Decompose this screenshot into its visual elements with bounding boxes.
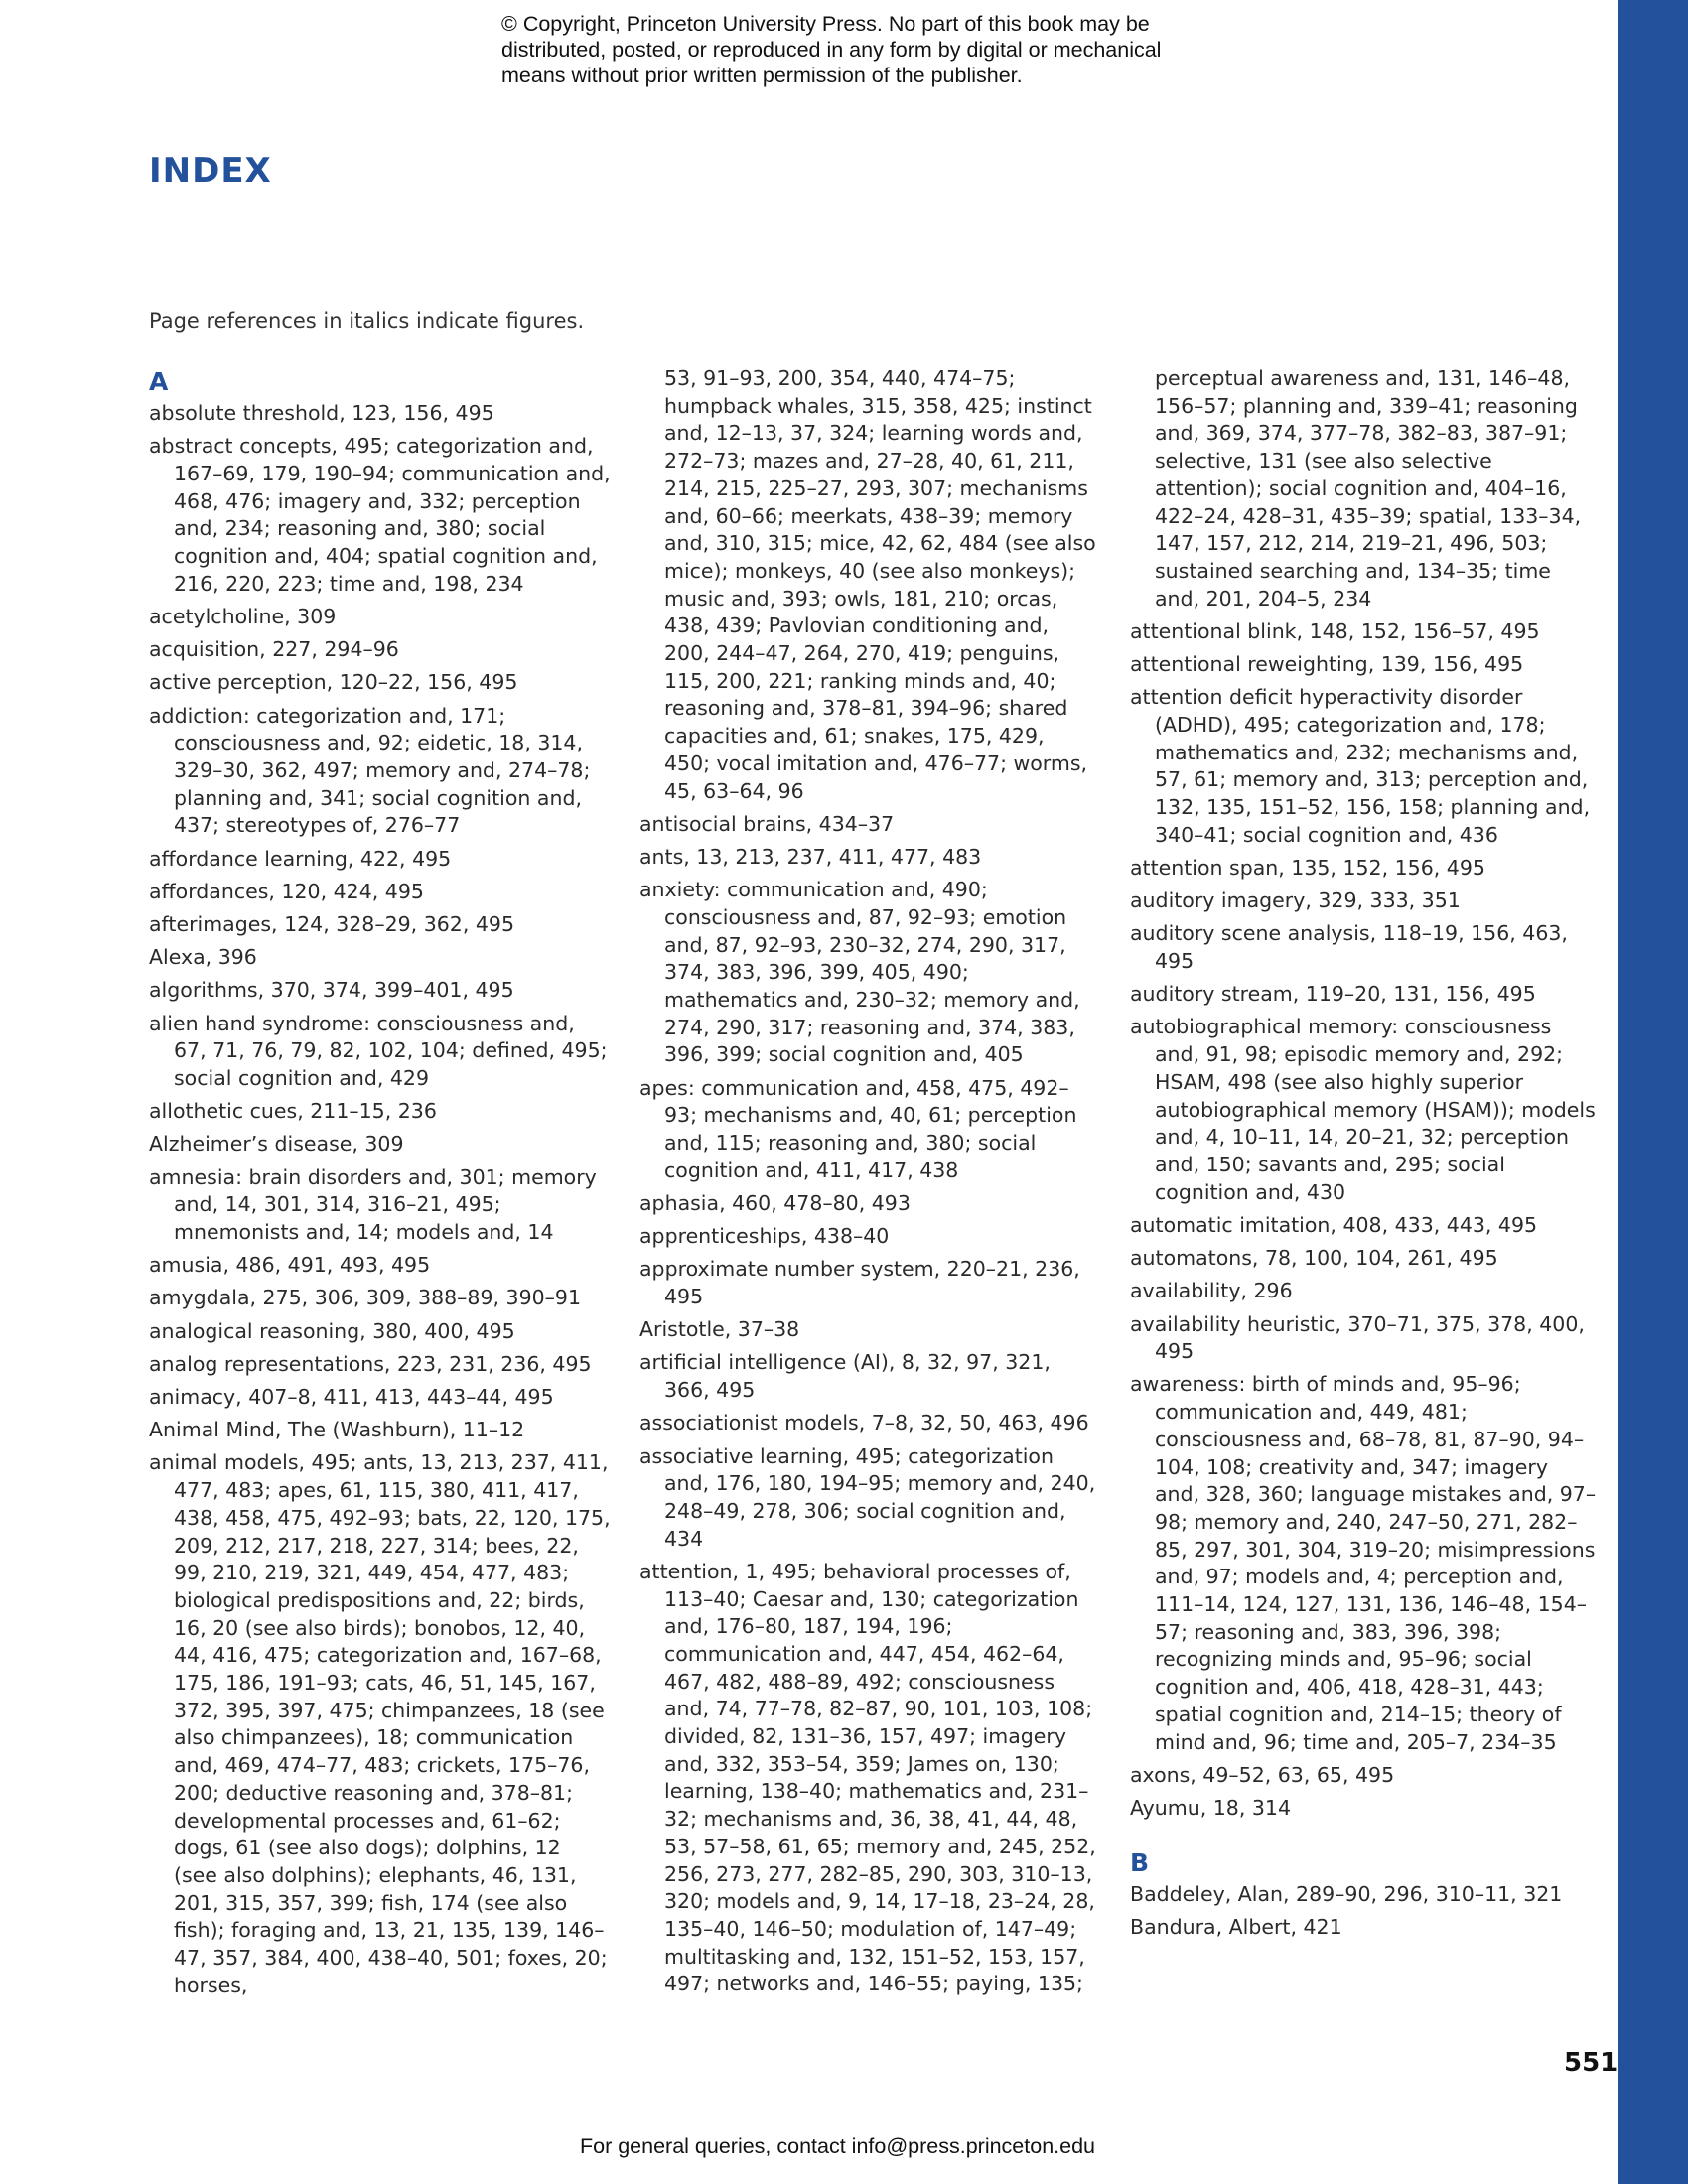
index-entry: abstract concepts, 495; categorization and, 167–69, 179, 190–94; communication and, 468, 476; imagery and, 332; perception and, 234; reasoning and, 380; social cognition and, 404; spatial cognition and, 216, 220, 223; time and, 198, 234 [149, 434, 611, 596]
index-entry: acetylcholine, 309 [149, 604, 337, 628]
index-entry-continuation: 53, 91–93, 200, 354, 440, 474–75; humpback whales, 315, 358, 425; instinct and, 12–13, 37, 324; learning words and, 272–73; mazes and, 27–28, 40, 61, 211, 214, 215, 225–27, 293, 307; mechanisms and, 60–66; meerkats, 438–39; memory and, 310, 315; mice, 42, 62, 484 (see also mice); monkeys, 40 (see also monkeys); music and, 393; owls, 181, 210; orcas, 438, 439; Pavlovian conditioning and, 200, 244–47, 264, 270, 419; penguins, 115, 200, 221; ranking minds and, 40; reasoning and, 378–81, 394–96; shared capacities and, 61; snakes, 175, 429, 450; vocal imitation and, 476–77; worms, 45, 63–64, 96 [664, 366, 1096, 803]
index-entry: alien hand syndrome: consciousness and, 67, 71, 76, 79, 82, 102, 104; defined, 495; social cognition and, 429 [149, 1011, 608, 1090]
index-entry: Aristotle, 37–38 [639, 1317, 800, 1342]
index-column-1 [149, 365, 611, 2005]
page-number: 551 [1564, 2048, 1618, 2078]
page-title: INDEX [149, 151, 272, 191]
index-entry: awareness: birth of minds and, 95–96; communication and, 449, 481; consciousness and, 68–78, 81, 87–90, 94–104, 108; creativity and, 347; imagery and, 328, 360; language mistakes and, 97–98; memory and, 240, 247–50, 271, 282–85, 297, 301, 304, 319–20; misimpressions and, 97; models and, 4; perception and, 111–14, 124, 127, 131, 136, 146–48, 154–57; reasoning and, 383, 396, 398; recognizing minds and, 95–96; social cognition and, 406, 418, 428–31, 443; spatial cognition and, 214–15; theory of mind and, 96; time and, 205–7, 234–35 [1130, 1372, 1597, 1754]
index-entry: affordance learning, 422, 495 [149, 846, 452, 871]
index-entry: auditory stream, 119–20, 131, 156, 495 [1130, 982, 1536, 1007]
index-entry: artificial intelligence (AI), 8, 32, 97, 321, 366, 495 [639, 1350, 1051, 1403]
copyright-notice [501, 11, 1256, 88]
index-entry: attentional reweighting, 139, 156, 495 [1130, 652, 1524, 677]
index-entry: apprenticeships, 438–40 [639, 1224, 890, 1249]
index-entry: automatic imitation, 408, 433, 443, 495 [1130, 1212, 1538, 1237]
index-entry: apes: communication and, 458, 475, 492–93; mechanisms and, 40, 61; perception and, 115; reasoning and, 380; social cognition and, 411, 417, 438 [639, 1075, 1077, 1182]
index-entry: attention span, 135, 152, 156, 495 [1130, 855, 1485, 880]
index-entry: antisocial brains, 434–37 [639, 811, 895, 836]
index-entry: auditory scene analysis, 118–19, 156, 463, 495 [1130, 921, 1568, 974]
index-entry: afterimages, 124, 328–29, 362, 495 [149, 911, 515, 936]
index-entry: absolute threshold, 123, 156, 495 [149, 401, 494, 425]
index-entry: Bandura, Albert, 421 [1130, 1914, 1342, 1939]
index-entry: availability heuristic, 370–71, 375, 378, 400, 495 [1130, 1311, 1585, 1364]
index-entry: allothetic cues, 211–15, 236 [149, 1099, 437, 1124]
index-entry: analogical reasoning, 380, 400, 495 [149, 1318, 515, 1343]
index-entry: Alzheimer’s disease, 309 [149, 1132, 404, 1157]
index-entry: affordances, 120, 424, 495 [149, 879, 424, 903]
index-entry: automatons, 78, 100, 104, 261, 495 [1130, 1246, 1498, 1271]
index-entry: axons, 49–52, 63, 65, 495 [1130, 1762, 1395, 1787]
copyright-line: means without prior written permission of the publisher. [501, 64, 1023, 87]
copyright-line: © Copyright, Princeton University Press. No part of this book may be [501, 12, 1150, 36]
index-entry: animacy, 407–8, 411, 413, 443–44, 495 [149, 1385, 554, 1409]
index-entry: attentional blink, 148, 152, 156–57, 495 [1130, 618, 1540, 643]
index-column-2 [639, 365, 1096, 2004]
footer-contact-note: For general queries, contact info@press.princeton.edu [580, 2134, 1096, 2158]
index-entry: analog representations, 223, 231, 236, 495 [149, 1351, 592, 1376]
index-entry: ants, 13, 213, 237, 411, 477, 483 [639, 844, 982, 869]
index-entry: Baddeley, Alan, 289–90, 296, 310–11, 321 [1130, 1881, 1563, 1906]
index-entry: autobiographical memory: consciousness and, 91, 98; episodic memory and, 292; HSAM, 498 (see also highly superior autobiographical memory (HSAM)); models and, 4, 10–11, 14, 20–21, 32; perception and, 150; savants and, 295; social cognition and, 430 [1130, 1015, 1596, 1204]
index-entry: amygdala, 275, 306, 309, 388–89, 390–91 [149, 1286, 581, 1310]
intro-note: Page references in italics indicate figures. [149, 309, 585, 333]
index-entry: acquisition, 227, 294–96 [149, 637, 399, 662]
index-entry: availability, 296 [1130, 1279, 1293, 1303]
index-entry: auditory imagery, 329, 333, 351 [1130, 888, 1461, 913]
index-entry: animal models, 495; ants, 13, 213, 237, 411, 477, 483; apes, 61, 115, 380, 411, 417, 438, 458, 475, 492–93; bats, 22, 120, 175, 209, 212, 217, 218, 227, 314; bees, 22, 99, 210, 219, 321, 449, 454, 477, 483; biological predispositions and, 22; birds, 16, 20 (see also birds); bonobos, 12, 40, 44, 416, 475; categorization and, 167–68, 175, 186, 191–93; cats, 46, 51, 145, 167, 372, 395, 397, 475; chimpanzees, 18 (see also chimpanzees), 18; communication and, 469, 474–77, 483; crickets, 175–76, 200; deductive reasoning and, 378–81; developmental processes and, 61–62; dogs, 61 (see also dogs); dolphins, 12 (see also dolphins); elephants, 46, 131, 201, 315, 357, 399; fish, 174 (see also fish); foraging and, 13, 21, 135, 139, 146–47, 357, 384, 400, 438–40, 501; foxes, 20; horses, [149, 1450, 611, 1997]
index-entry: amnesia: brain disorders and, 301; memory and, 14, 301, 314, 316–21, 495; mnemonists and, 14; models and, 14 [149, 1164, 597, 1244]
index-entry: addiction: categorization and, 171; consciousness and, 92; eidetic, 18, 314, 329–30, 362, 497; memory and, 274–78; planning and, 341; social cognition and, 437; stereotypes of, 276–77 [149, 703, 591, 838]
index-column-3 [1130, 365, 1597, 1947]
index-entry: associative learning, 495; categorization and, 176, 180, 194–95; memory and, 240, 248–49, 278, 306; social cognition and, 434 [639, 1443, 1096, 1551]
index-entry: aphasia, 460, 478–80, 493 [639, 1190, 911, 1215]
index-entry: attention deficit hyperactivity disorder (ADHD), 495; categorization and, 178; mathematics and, 232; mechanisms and, 57, 61; memory and, 313; perception and, 132, 135, 151–52, 156, 158; planning and, 340–41; social cognition and, 436 [1130, 685, 1591, 847]
sidebar-color-band [1618, 0, 1688, 2184]
index-entry: approximate number system, 220–21, 236, 495 [639, 1257, 1080, 1308]
index-entry: anxiety: communication and, 490; consciousness and, 87, 92–93; emotion and, 87, 92–93, 230–32, 274, 290, 317, 374, 383, 396, 399, 405, 490; mathematics and, 230–32; memory and, 274, 290, 317; reasoning and, 374, 383, 396, 399; social cognition and, 405 [639, 878, 1080, 1067]
index-entry: amusia, 486, 491, 493, 495 [149, 1253, 431, 1278]
index-entry: Animal Mind, The (Washburn), 11–12 [149, 1418, 525, 1442]
copyright-line: distributed, posted, or reproduced in any form by digital or mechanical [501, 38, 1162, 62]
index-entry-continuation: perceptual awareness and, 131, 146–48, 156–57; planning and, 339–41; reasoning and, 369, 374, 377–78, 382–83, 387–91; selective, 131 (see also selective attention); social cognition and, 404–16, 422–24, 428–31, 435–39; spatial, 133–34, 147, 157, 212, 214, 219–21, 496, 503; sustained searching and, 134–35; time and, 201, 204–5, 234 [1155, 366, 1582, 611]
index-entry: attention, 1, 495; behavioral processes of, 113–40; Caesar and, 130; categorization and, 176–80, 187, 194, 196; communication and, 447, 454, 462–64, 467, 482, 488–89, 492; consciousness and, 74, 77–78, 82–87, 90, 101, 103, 108; divided, 82, 131–36, 157, 497; imagery and, 332, 353–54, 359; James on, 130; learning, 138–40; mathematics and, 231–32; mechanisms and, 36, 38, 41, 44, 48, 53, 57–58, 61, 65; memory and, 245, 252, 256, 273, 277, 282–85, 290, 303, 310–13, 320; models and, 9, 14, 17–18, 23–24, 28, 135–40, 146–50; modulation of, 147–49; multitasking and, 132, 151–52, 153, 157, 497; networks and, 146–55; paying, 135; [639, 1559, 1096, 1996]
index-entry: associationist models, 7–8, 32, 50, 463, 496 [639, 1411, 1089, 1435]
index-entry: Alexa, 396 [149, 945, 257, 970]
index-entry: algorithms, 370, 374, 399–401, 495 [149, 978, 514, 1003]
index-entry: active perception, 120–22, 156, 495 [149, 670, 518, 695]
section-letter-a: A [149, 367, 169, 396]
index-entry: Ayumu, 18, 314 [1130, 1795, 1291, 1820]
section-letter-b: B [1130, 1847, 1150, 1877]
